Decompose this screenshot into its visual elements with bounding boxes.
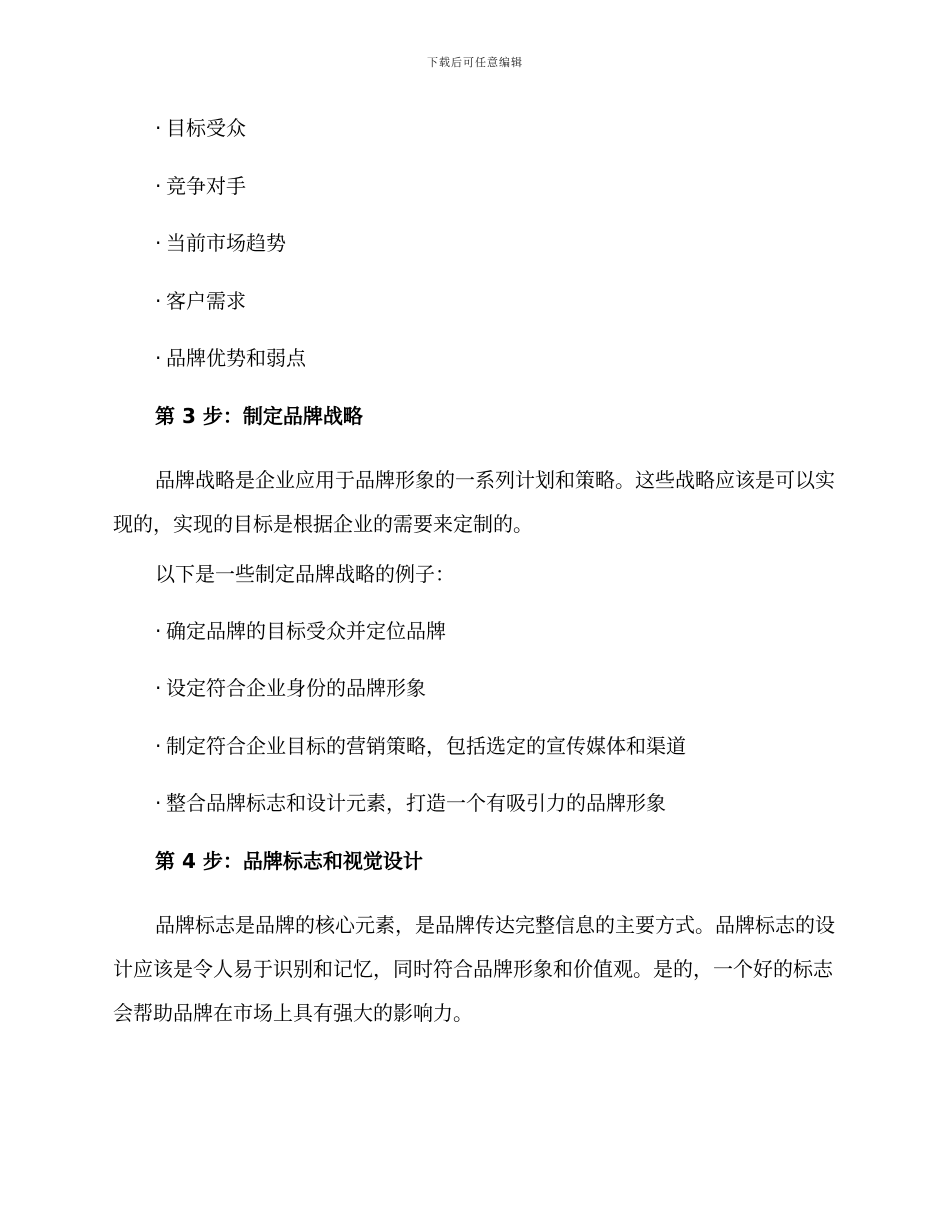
- list-item-text: 客户需求: [166, 288, 246, 313]
- bullet-dot: ·: [155, 676, 162, 700]
- list-item-text: 设定符合企业身份的品牌形象: [166, 676, 426, 700]
- list-item-text: 制定符合企业目标的营销策略，包括选定的宣传媒体和渠道: [166, 733, 686, 758]
- step-3-heading: 第 3 步：制定品牌战略: [155, 403, 363, 428]
- list-item: [113, 286, 838, 344]
- list-item: [113, 171, 838, 229]
- page-header: 下载后可任意编辑: [427, 56, 523, 69]
- bullet-dot: ·: [155, 733, 162, 758]
- bullet-dot: ·: [155, 116, 162, 140]
- bullet-dot: ·: [155, 231, 162, 255]
- list-item-text: 当前市场趋势: [166, 231, 286, 255]
- step-3-intro: 以下是一些制定品牌战略的例子：: [155, 561, 455, 586]
- list-item-text: 整合品牌标志和设计元素，打造一个有吸引力的品牌形象: [166, 791, 666, 815]
- step-3-paragraph-block: [113, 458, 838, 546]
- list-item-text: 确定品牌的目标受众并定位品牌: [166, 618, 446, 643]
- bullet-dot: ·: [155, 346, 162, 370]
- step-4-heading: 第 4 步：品牌标志和视觉设计: [155, 848, 423, 873]
- bullet-list-2: [113, 616, 838, 846]
- step-4-paragraph: 品牌标志是品牌的核心元素，是品牌传达完整信息的主要方式。品牌标志的设计应该是令人易于识别和记忆，同时符合品牌形象和价值观。是的，一个好的标志会帮助品牌在市场上具有强大的影响力。: [113, 912, 835, 1025]
- document-body: [113, 113, 838, 1048]
- list-item: [113, 673, 838, 731]
- step-3-paragraph: 品牌战略是企业应用于品牌形象的一系列计划和策略。这些战略应该是可以实现的，实现的目标是根据企业的需要来定制的。: [113, 467, 835, 536]
- list-item: [113, 343, 838, 401]
- bullet-dot: ·: [155, 618, 162, 643]
- list-item: [113, 616, 838, 674]
- list-item: [113, 228, 838, 286]
- list-item: [113, 731, 838, 789]
- bullet-dot: ·: [155, 288, 162, 313]
- bullet-dot: ·: [155, 791, 162, 815]
- list-item-text: 目标受众: [166, 116, 246, 140]
- bullet-list-1: [113, 113, 838, 401]
- list-item-text: 竞争对手: [166, 173, 246, 198]
- bullet-dot: ·: [155, 173, 162, 198]
- list-item: [113, 788, 838, 846]
- list-item-text: 品牌优势和弱点: [166, 346, 306, 370]
- step-4-paragraph-block: [113, 903, 838, 1035]
- list-item: [113, 113, 838, 171]
